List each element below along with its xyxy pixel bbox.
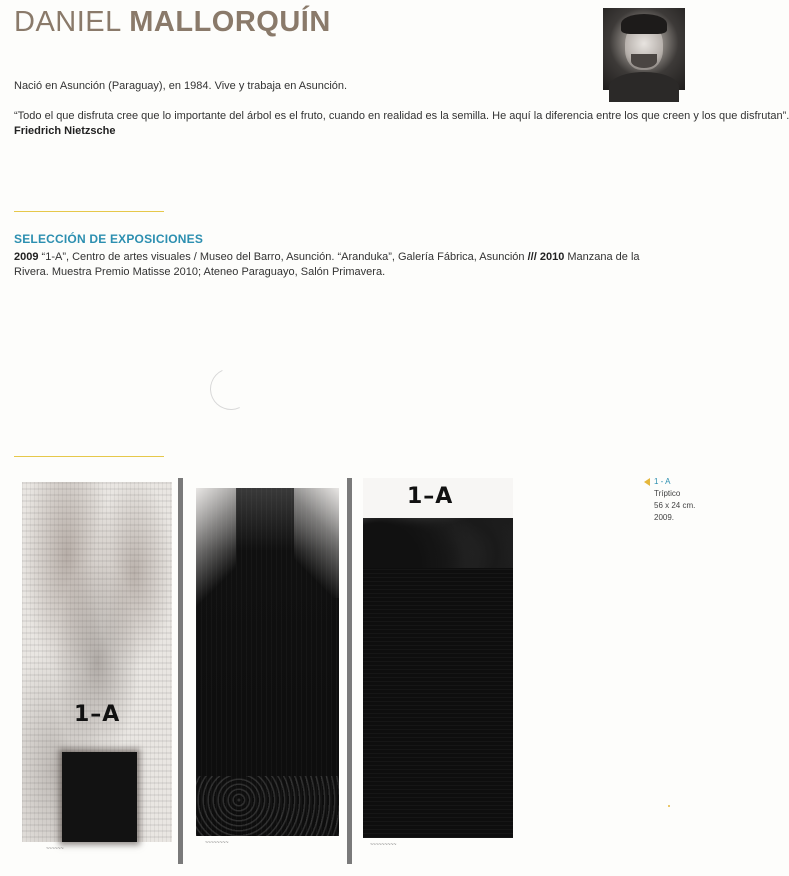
- triptych-panel-1: [22, 482, 172, 842]
- caption-arrow-icon: [644, 478, 650, 486]
- panel-3-dark-body: [363, 568, 513, 838]
- artist-bio: Nació en Asunción (Paraguay), en 1984. Vive y trabaja en Asunción.: [14, 80, 348, 92]
- exhibition-separator: ///: [527, 251, 537, 263]
- exhibition-year-2010: 2010: [536, 251, 565, 263]
- triptych-panel-3: [363, 478, 513, 838]
- triptych-separator: [178, 478, 183, 864]
- portrait-beard: [631, 54, 657, 68]
- panel-1-signature: ~~~~~~: [46, 846, 64, 852]
- panel-3-label: 1–A: [407, 484, 454, 509]
- quote-author: Friedrich Nietzsche: [14, 125, 116, 137]
- panel-2-speckle: [196, 776, 339, 836]
- artist-name: [14, 6, 331, 39]
- triptych-separator: [347, 478, 352, 864]
- caption-type: Tríptico: [654, 489, 681, 498]
- panel-2-signature: ~~~~~~~~: [205, 840, 229, 846]
- portrait-shoulders: [609, 72, 679, 102]
- caption-size: 56 x 24 cm.: [654, 501, 696, 510]
- portrait-hair: [621, 14, 667, 34]
- caption-year: 2009.: [654, 513, 675, 522]
- triptych-panel-2: [196, 488, 339, 836]
- exhibitions-heading: SELECCIÓN DE EXPOSICIONES: [14, 232, 204, 246]
- quote-text: “Todo el que disfruta cree que lo importante del árbol es el fruto, cuando en realidad es la semilla. He aquí la diferencia entre los que creen y los que disfrutan”.: [14, 110, 789, 122]
- artist-portrait-photo: [603, 8, 685, 90]
- artwork-caption: [645, 476, 695, 524]
- exhibition-text-2010: Manzana de la Rivera. Muestra Premio Matisse 2010; Ateneo Paraguayo, Salón Primavera.: [14, 251, 640, 278]
- section-divider: [14, 456, 164, 457]
- panel-1-dark-block: [62, 752, 137, 842]
- exhibition-year-2009: 2009: [14, 251, 39, 263]
- page-mark: [204, 362, 258, 416]
- panel-2-light-wedge-right: [294, 488, 339, 598]
- section-divider: [14, 211, 164, 212]
- decorative-dot: [668, 805, 670, 807]
- artist-first-name: DANIEL: [14, 6, 121, 38]
- panel-3-signature: ~~~~~~~~~: [370, 842, 397, 848]
- artist-last-name: MALLORQUÍN: [129, 6, 331, 38]
- panel-2-light-wedge-left: [196, 488, 236, 608]
- exhibition-text-2009: “1-A”, Centro de artes visuales / Museo del Barro, Asunción. “Aranduka”, Galería Fábrica, Asunción: [38, 251, 528, 263]
- exhibitions-text: [14, 250, 674, 280]
- caption-title: 1 - A: [654, 477, 671, 486]
- caption-lines: [654, 476, 695, 524]
- panel-1-label: 1–A: [74, 702, 121, 727]
